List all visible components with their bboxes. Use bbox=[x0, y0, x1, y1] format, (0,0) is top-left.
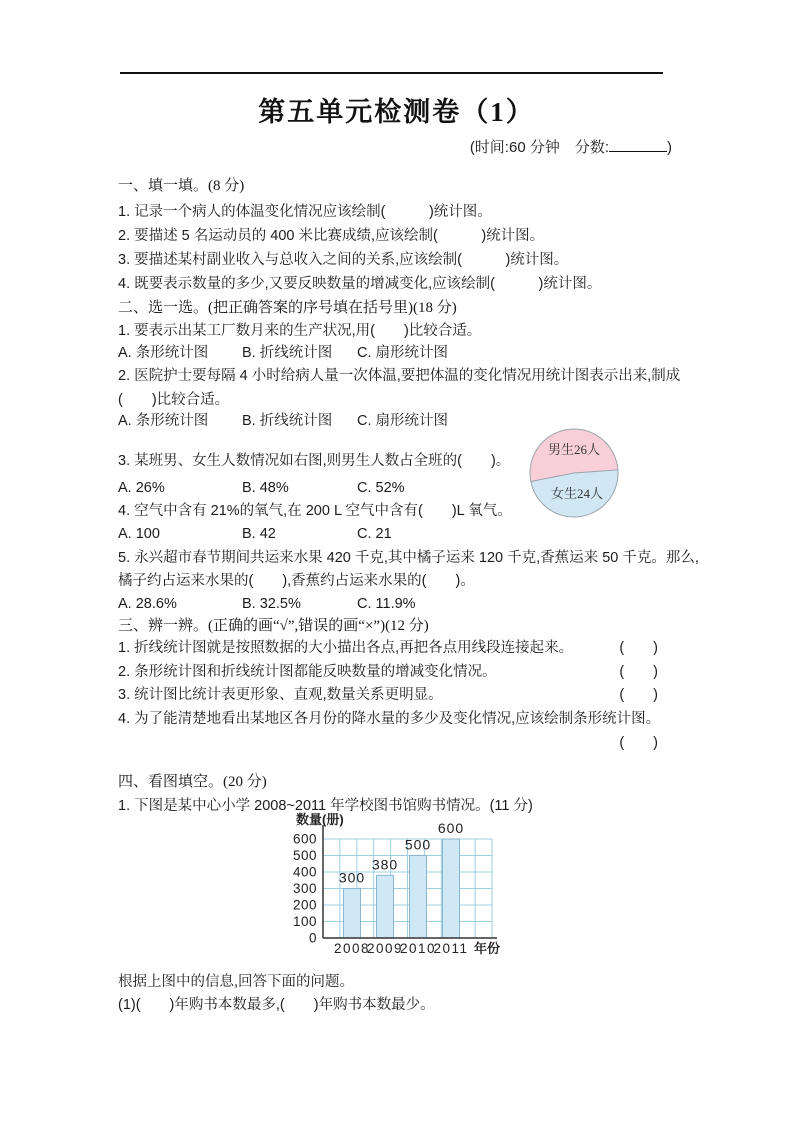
section2-q1-options bbox=[118, 343, 672, 363]
pie-slice-label-boys: 男生26人 bbox=[547, 442, 600, 457]
bar-chart-svg bbox=[270, 812, 540, 980]
section2-header: 二、选一选。(把正确答案的序号填在括号里)(18 分) bbox=[118, 300, 457, 316]
section3-item3 bbox=[118, 685, 672, 705]
section2-q2-line1: 2. 医院护士要每隔 4 小时给病人量一次体温,要把体温的变化情况用统计图表示出来,制成 bbox=[118, 368, 681, 384]
svg-text:年份: 年份 bbox=[474, 941, 501, 956]
option-a: A. 26% bbox=[118, 480, 165, 496]
judge-text: 3. 统计图比统计表更形象、直观,数量关系更明显。 bbox=[118, 687, 443, 703]
svg-text:2011: 2011 bbox=[433, 941, 469, 956]
meta-suffix: ) bbox=[667, 139, 672, 156]
option-b: B. 折线统计图 bbox=[242, 413, 333, 429]
svg-text:400: 400 bbox=[292, 864, 317, 880]
page-title: 第五单元检测卷（1） bbox=[258, 97, 535, 127]
section3-item4: 4. 为了能清楚地看出某地区各月份的降水量的多少及变化情况,应该绘制条形统计图。 bbox=[118, 711, 661, 727]
section1-item4: 4. 既要表示数量的多少,又要反映数量的增减变化,应该绘制( )统计图。 bbox=[118, 276, 602, 292]
section2-q4-options bbox=[118, 524, 672, 544]
option-c: C. 21 bbox=[357, 526, 392, 542]
section2-q4: 4. 空气中含有 21%的氧气,在 200 L 空气中含有( )L 氧气。 bbox=[118, 503, 512, 519]
option-b: B. 48% bbox=[242, 480, 289, 496]
section2-q5-line1: 5. 永兴超市春节期间共运来水果 420 千克,其中橘子运来 120 千克,香蕉运来 50 千克。那么, bbox=[118, 550, 699, 566]
section3-item4-paren: ( ) bbox=[619, 735, 658, 751]
svg-text:600: 600 bbox=[292, 831, 317, 847]
pie-chart bbox=[527, 426, 621, 520]
svg-text:2008: 2008 bbox=[333, 941, 371, 956]
section1-item3: 3. 要描述某村副业收入与总收入之间的关系,应该绘制( )统计图。 bbox=[118, 252, 569, 268]
section2-q1: 1. 要表示出某工厂数月来的生产状况,用( )比较合适。 bbox=[118, 323, 482, 339]
meta-prefix: (时间:60 分钟 分数: bbox=[469, 139, 609, 156]
svg-text:500: 500 bbox=[404, 836, 432, 853]
judge-text: 2. 条形统计图和折线统计图都能反映数量的增减变化情况。 bbox=[118, 664, 497, 680]
svg-text:300: 300 bbox=[292, 881, 317, 896]
svg-text:2009: 2009 bbox=[366, 941, 404, 956]
svg-text:数量(册): 数量(册) bbox=[296, 812, 344, 827]
section3-header: 三、辨一辨。(正确的画“√”,错误的画“×”)(12 分) bbox=[118, 618, 429, 634]
pie-slice-label-girls: 女生24人 bbox=[550, 486, 603, 501]
answer-paren: ( ) bbox=[619, 687, 658, 703]
svg-text:300: 300 bbox=[338, 869, 366, 886]
option-a: A. 28.6% bbox=[118, 596, 177, 612]
svg-text:500: 500 bbox=[292, 848, 317, 863]
section4-note: 根据上图中的信息,回答下面的问题。 bbox=[118, 974, 355, 990]
section2-q2-line2: ( )比较合适。 bbox=[118, 392, 230, 408]
section1-header: 一、填一填。(8 分) bbox=[118, 178, 245, 194]
section1-item2: 2. 要描述 5 名运动员的 400 米比赛成绩,应该绘制( )统计图。 bbox=[118, 228, 545, 244]
option-c: C. 52% bbox=[357, 480, 405, 496]
header-rule bbox=[120, 72, 663, 74]
svg-text:100: 100 bbox=[292, 914, 317, 929]
option-a: A. 条形统计图 bbox=[118, 413, 209, 429]
section4-item1: 1. 下图是某中心小学 2008~2011 年学校图书馆购书情况。(11 分) bbox=[118, 798, 533, 814]
svg-text:600: 600 bbox=[437, 820, 465, 836]
section2-q5-line2: 橘子约占运来水果的( ),香蕉约占运来水果的( )。 bbox=[118, 573, 475, 589]
option-a: A. 条形统计图 bbox=[118, 345, 209, 361]
answer-paren: ( ) bbox=[619, 664, 658, 680]
svg-text:200: 200 bbox=[292, 897, 317, 913]
score-blank bbox=[609, 138, 667, 152]
svg-text:2010: 2010 bbox=[399, 941, 437, 956]
option-c: C. 扇形统计图 bbox=[357, 345, 449, 361]
svg-text:380: 380 bbox=[371, 856, 399, 873]
section2-q3: 3. 某班男、女生人数情况如右图,则男生人数占全班的( )。 bbox=[118, 453, 511, 469]
section2-q5-options bbox=[118, 594, 672, 614]
option-a: A. 100 bbox=[118, 526, 160, 542]
option-b: B. 42 bbox=[242, 526, 276, 542]
option-c: C. 11.9% bbox=[357, 596, 416, 612]
option-c: C. 扇形统计图 bbox=[357, 413, 449, 429]
option-b: B. 32.5% bbox=[242, 596, 301, 612]
section4-q1: (1)( )年购书本数最多,( )年购书本数最少。 bbox=[118, 997, 435, 1013]
section1-item1: 1. 记录一个病人的体温变化情况应该绘制( )统计图。 bbox=[118, 204, 492, 220]
svg-text:0: 0 bbox=[308, 930, 317, 946]
section3-item2 bbox=[118, 662, 672, 682]
answer-paren: ( ) bbox=[619, 640, 658, 656]
section4-header: 四、看图填空。(20 分) bbox=[118, 774, 267, 790]
section3-item1 bbox=[118, 638, 672, 658]
judge-text: 1. 折线统计图就是按照数据的大小描出各点,再把各点用线段连接起来。 bbox=[118, 640, 574, 656]
time-score-line bbox=[470, 136, 672, 157]
bar-chart bbox=[270, 812, 540, 980]
option-b: B. 折线统计图 bbox=[242, 345, 333, 361]
